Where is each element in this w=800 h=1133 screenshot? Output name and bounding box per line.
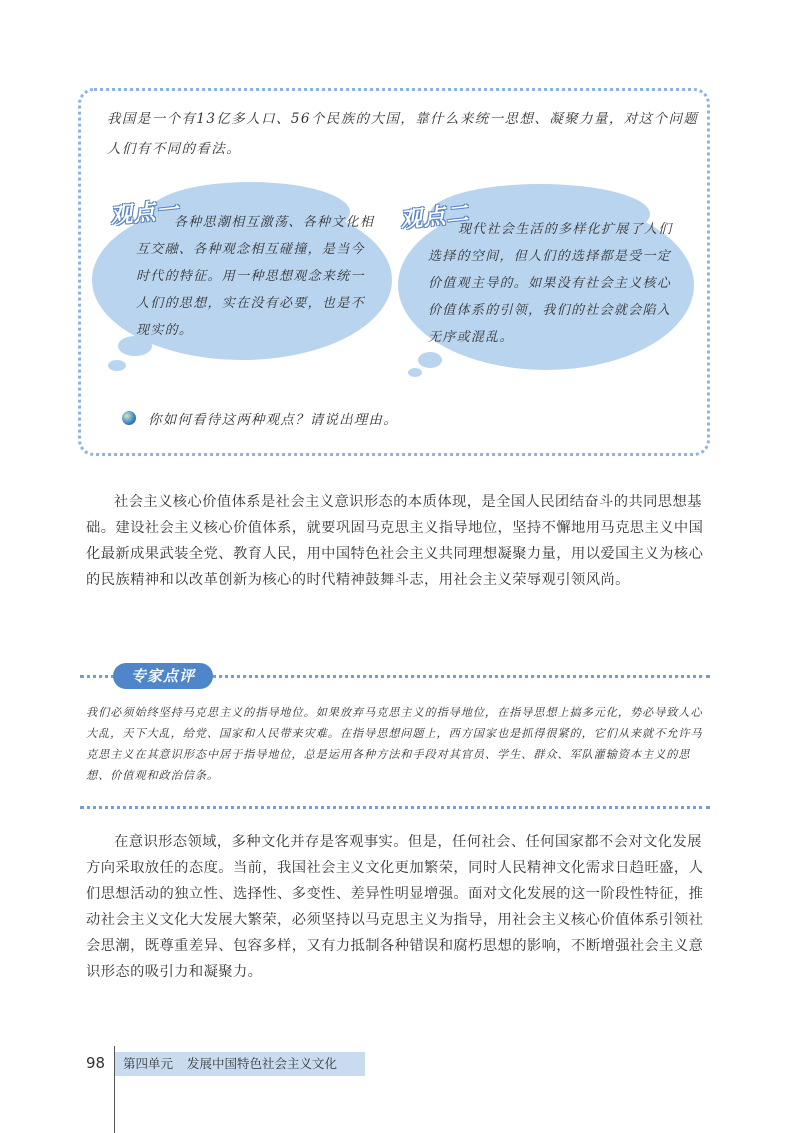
question-row xyxy=(122,408,398,428)
view2-title: 观点二 xyxy=(399,201,471,234)
footer-unit: 第四单元 xyxy=(123,1056,174,1071)
page-number: 98 xyxy=(86,1054,106,1072)
activity-intro: 我国是一个有13亿多人口、56个民族的大国，靠什么来统一思想、凝聚力量，对这个问题人们有不同的看法。 xyxy=(107,111,699,157)
footer-unit-band xyxy=(115,1052,365,1076)
expert-review-label: 专家点评 xyxy=(113,663,213,689)
footer-unit-title: 发展中国特色社会主义文化 xyxy=(187,1056,338,1071)
body-paragraph-2: 在意识形态领域，多种文化并存是客观事实。但是，任何社会、任何国家都不会对文化发展方向采取放任的态度。当前，我国社会主义文化更加繁荣，同时人民精神文化需求日趋旺盛，人们思想活动的独立性、选择性、多变性、差异性明显增强。面对文化发展的这一阶段性特征，推动社会主义文化大发展大繁荣，必须坚持以马克思主义为指导，用社会主义核心价值体系引领社会思潮，既尊重差异、包容多样，又有力抵制各种错误和腐朽思想的影响，不断增强社会主义意识形态的吸引力和凝聚力。 xyxy=(86,834,704,980)
view2-text: 现代社会生活的多样化扩展了人们选择的空间，但人们的选择都是受一定价值观主导的。如果没有社会主义核心价值体系的引领，我们的社会就会陷入无序或混乱。 xyxy=(428,222,673,345)
view1-text: 各种思潮相互激荡、各种文化相互交融、各种观念相互碰撞，是当今时代的特征。用一种思想观念来统一人们的思想，实在没有必要，也是不现实的。 xyxy=(136,215,375,338)
expert-bottom-divider xyxy=(80,806,710,809)
body-paragraph-1: 社会主义核心价值体系是社会主义意识形态的本质体现，是全国人民团结奋斗的共同思想基础。建设社会主义核心价值体系，就要巩固马克思主义指导地位，坚持不懈地用马克思主义中国化最新成果武装全党、教育人民，用中国特色社会主义共同理想凝聚力量，用以爱国主义为核心的民族精神和以改革创新为核心的时代精神鼓舞斗志，用社会主义荣辱观引领风尚。 xyxy=(86,494,704,588)
globe-bullet-icon xyxy=(122,411,136,425)
expert-review-text: 我们必须始终坚持马克思主义的指导地位。如果放弃马克思主义的指导地位，在指导思想上搞多元化，势必导致人心大乱，天下大乱，给党、国家和人民带来灾难。在指导思想问题上，西方国家也是抓得很紧的，它们从来就不允许马克思主义在其意识形态中居于指导地位，总是运用各种方法和手段对其官员、学生、群众、军队灌输资本主义的思想、价值观和政治信条。 xyxy=(86,706,703,782)
question-text: 你如何看待这两种观点？请说出理由。 xyxy=(148,412,398,428)
view1-title: 观点一 xyxy=(109,197,181,230)
